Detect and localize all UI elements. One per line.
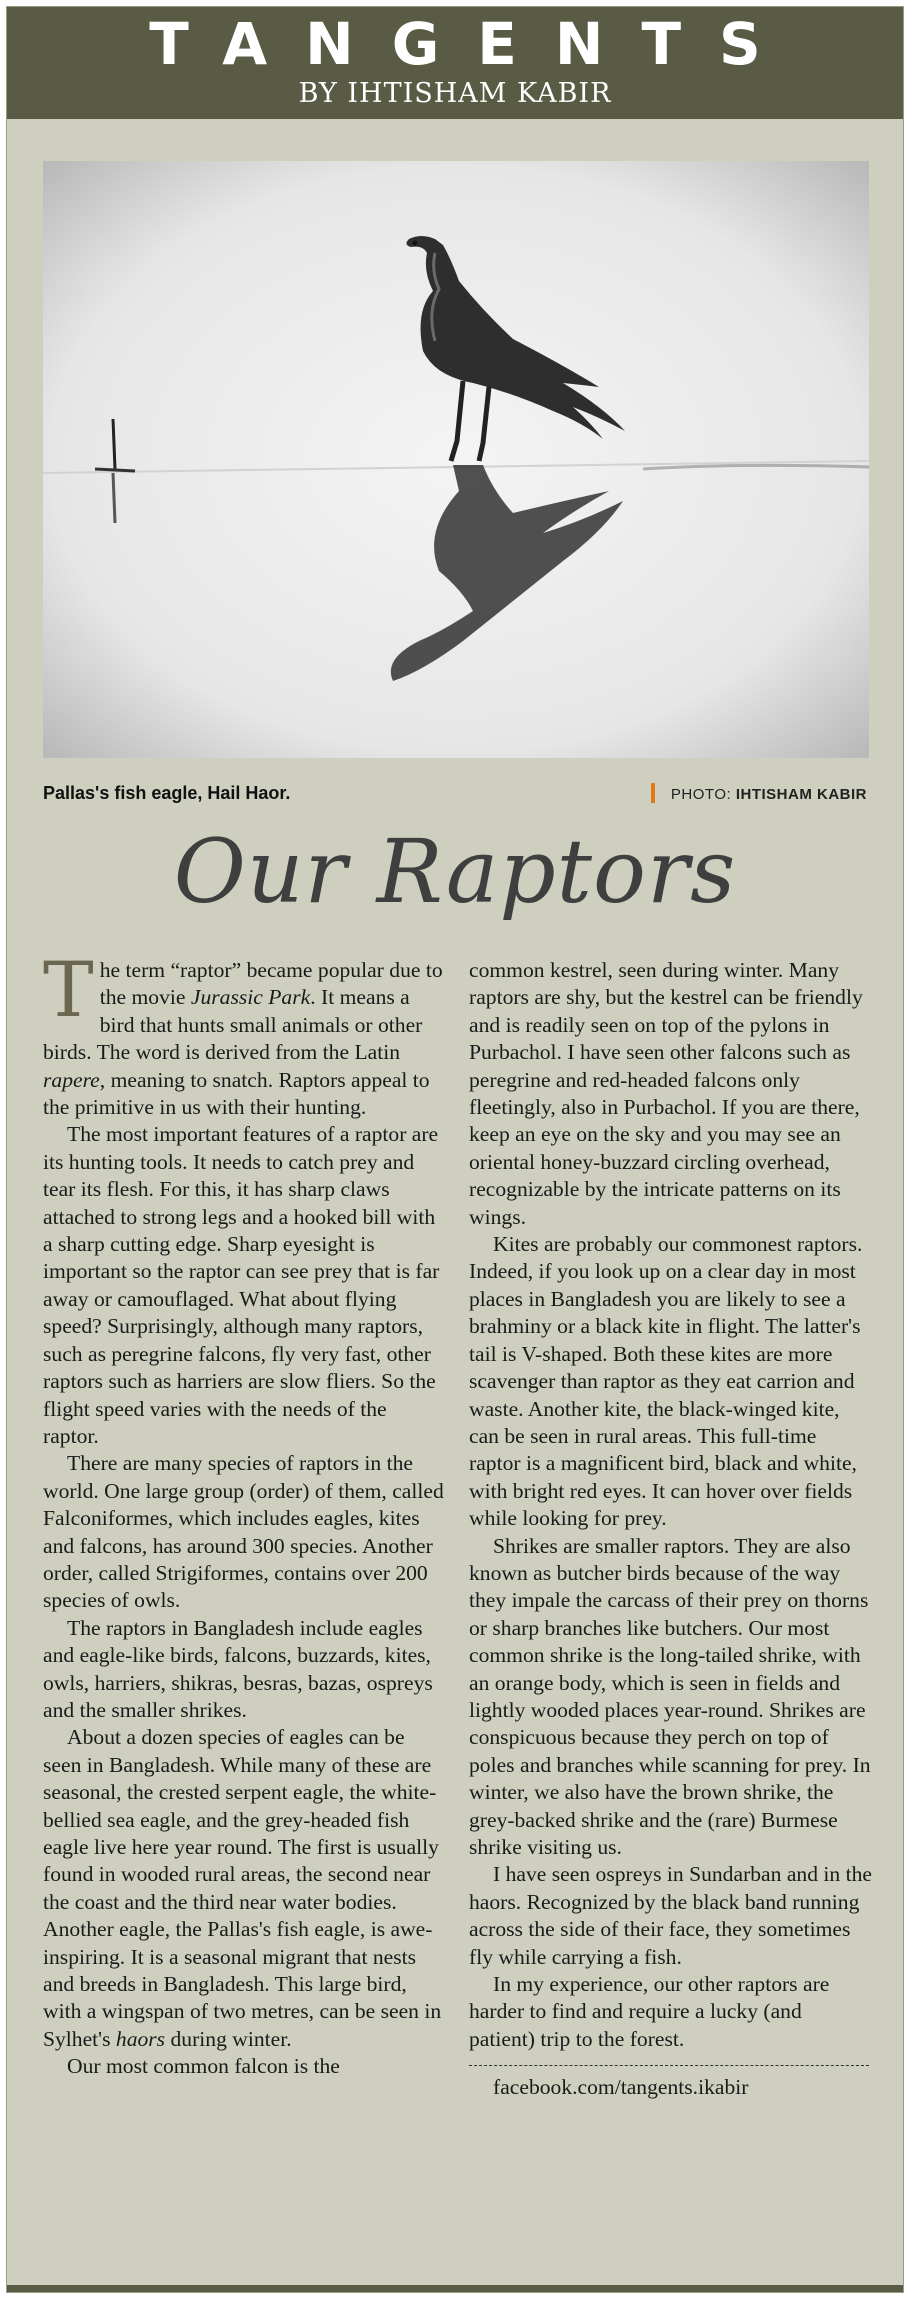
intro-text-a: he term “raptor” became popular due to the movie: [99, 958, 443, 1010]
eagles-text-a: About a dozen species of eagles can be seen in Bangladesh. While many of these are seasonal, the crested serpent eagle, the white-bellied sea eagle, and the grey-headed fish eagle live here year round. The first is usually found in wooded rural areas, the second near the coast and the third near water bodies. Another eagle, the Pallas's fish eagle, is awe-inspiring. It is a seasonal migrant that nests and breeds in Bangladesh. This large bird, with a wingspan of two metres, can be seen in Sylhet's: [43, 1725, 442, 2051]
haors-word: haors: [115, 2026, 166, 2051]
paragraph-shrikes: Shrikes are smaller raptors. They are also known as butcher birds because of the way they impale the carcass of their prey on thorns or sharp branches like butchers. Our most common shrike is the long-tailed shrike, with an orange body, which is seen in fields and lightly wooded places year-round. Shrikes are conspicuous because they perch on top of poles and branches while scanning for prey. In winter, we also have the brown shrike, the grey-backed shrike and the (rare) Burmese shrike visiting us.: [469, 1533, 871, 1859]
latin-word: rapere: [43, 1067, 100, 1092]
drop-cap: T: [43, 945, 94, 1034]
movie-title: Jurassic Park: [190, 985, 311, 1010]
eagles-text-b: during winter.: [165, 2026, 292, 2051]
masthead: [7, 7, 903, 119]
paragraph-kites: Kites are probably our commonest raptors. Indeed, if you look up on a clear day in most places in Bangladesh you are likely to see a brahminy or a black kite in flight. The latter's tail is V-shaped. Both these kites are more scavenger than raptor as they eat carrion and waste. Another kite, the black-winged kite, can be seen in rural areas. This full-time raptor is a magnificent bird, black and white, with bright red eyes. It can hover over fields while looking for prey.: [469, 1232, 863, 1531]
newspaper-page: [6, 6, 904, 2293]
photo-caption: Pallas's fish eagle, Hail Haor.: [43, 783, 291, 803]
byline: BY IHTISHAM KABIR: [298, 78, 612, 109]
paragraph-ospreys: I have seen ospreys in Sundarban and in the haors. Recognized by the black band running across the side of their face, they sometimes fly while carrying a fish.: [469, 1862, 872, 1969]
paragraph-species: There are many species of raptors in the world. One large group (order) of them, called Falconiformes, which includes eagles, kites and falcons, has around 300 species. Another order, called Strigiformes, contains over 200 species of owls.: [43, 1451, 444, 1613]
bottom-bar: [7, 2285, 903, 2292]
intro-text-b: . It means a bird that hunts small animals or other birds. The word is derived from the Latin: [43, 985, 423, 1065]
facebook-link[interactable]: facebook.com/tangents.ikabir: [493, 2075, 749, 2100]
article-headline: Our Raptors: [173, 820, 737, 923]
divider-rule: [469, 2065, 869, 2066]
paragraph-falcon-cont: common kestrel, seen during winter. Many raptors are shy, but the kestrel can be friendly and is readily seen on top of the pylons in Purbachol. I have seen other falcons such as peregrine and red-headed falcons only fleetingly, also in Purbachol. If you are there, keep an eye on the sky and you may see an oriental honey-buzzard circling overhead, recognizable by the intricate patterns on its wings.: [469, 958, 863, 1229]
paragraph-hunting-tools: The most important features of a raptor are its hunting tools. It needs to catch prey and tear its flesh. For this, it has sharp claws attached to strong legs and a hooked bill with a sharp cutting edge. Sharp eyesight is important so the raptor can see prey that is far away or camouflaged. What about flying speed? Surprisingly, although many raptors, such as peregrine falcons, fly very fast, other raptors such as harriers are slow fliers. So the flight speed varies with the needs of the raptor.: [43, 1122, 440, 1448]
column-title: TANGENTS: [149, 10, 799, 78]
eagle-photo-illustration: [43, 161, 869, 758]
photo-credit: [651, 783, 867, 803]
credit-accent-bar: [651, 783, 655, 803]
paragraph-bangladesh-raptors: The raptors in Bangladesh include eagles and eagle-like birds, falcons, buzzards, kites, owls, harriers, shikras, besras, bazas, ospreys and the smaller shrikes.: [43, 1615, 433, 1722]
credit-label: PHOTO:: [670, 786, 732, 803]
credit-name: IHTISHAM KABIR: [735, 786, 867, 803]
paragraph-intro: [43, 945, 445, 1121]
article-column-left: [43, 945, 445, 2081]
paragraph-falcon-start: Our most common falcon is the: [67, 2054, 340, 2079]
paragraph-closing: In my experience, our other raptors are harder to find and require a lucky (and patient) trip to the forest.: [469, 1972, 830, 2051]
intro-text-c: , meaning to snatch. Raptors appeal to the primitive in us with their hunting.: [43, 1067, 430, 1120]
article-column-right: [469, 957, 873, 2102]
eagle-photo: [43, 161, 869, 758]
paragraph-eagles: [43, 1724, 445, 2053]
